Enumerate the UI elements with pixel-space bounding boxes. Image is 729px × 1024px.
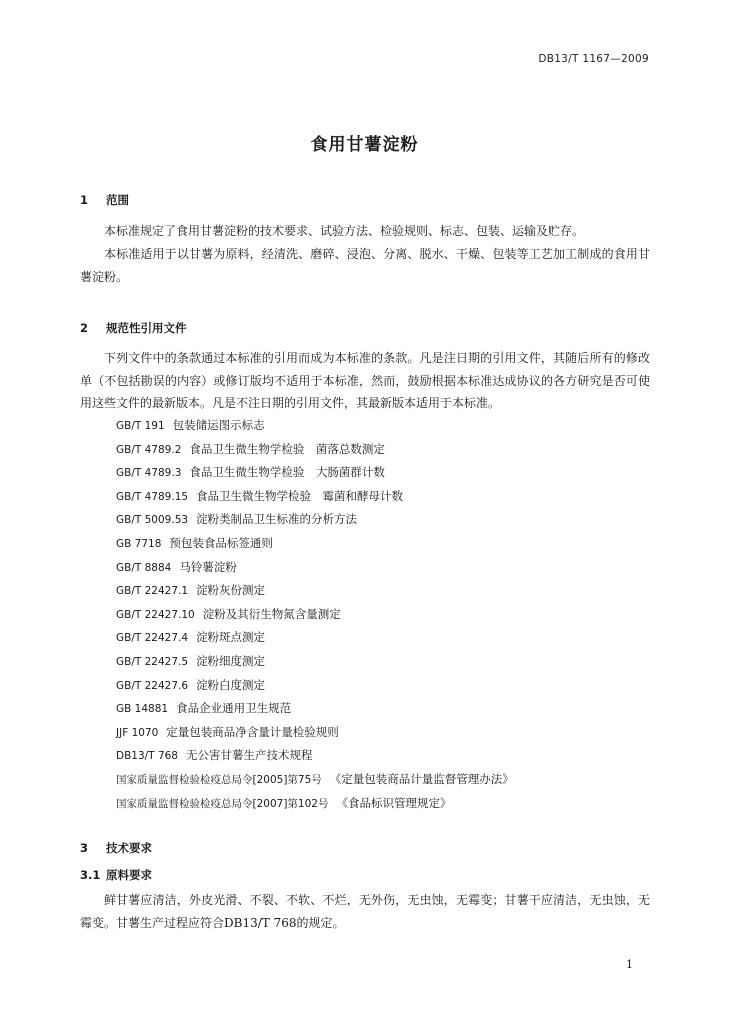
section-3-1-title: 原料要求 [106,868,152,882]
section-1-heading [80,192,129,208]
reference-item [116,485,514,509]
reference-code: GB/T 8884 [116,561,172,574]
reference-code: DB13/T 768 [116,750,178,763]
reference-code: GB/T 22427.1 [116,585,189,598]
section-1-paragraph-2: 本标准适用于以甘薯为原料，经清洗、磨碎、浸泡、分离、脱水、干燥、包装等工艺加工制成的食用甘薯淀粉。 [80,247,650,284]
section-3-1-number: 3.1 [80,868,101,882]
reference-title: 淀粉及其衍生物氮含量测定 [202,606,341,621]
reference-item [116,414,514,438]
reference-title: 淀粉斑点测定 [196,630,266,645]
section-3-title: 技术要求 [106,841,152,855]
reference-title: 食品卫生微生物学检验 霉菌和酵母计数 [196,488,404,503]
section-3-number: 3 [80,841,89,855]
reference-item [116,461,514,485]
reference-item [116,744,514,768]
reference-code: GB/T 22427.10 [116,608,195,621]
section-3-1-heading [80,867,152,883]
reference-item [116,626,514,650]
reference-code: GB/T 22427.5 [116,655,189,668]
standard-code: DB13/T 1167—2009 [538,53,649,65]
reference-item [116,556,514,580]
reference-title: 淀粉灰份测定 [196,583,266,598]
reference-item [116,579,514,603]
reference-title: 无公害甘薯生产技术规程 [185,748,313,763]
reference-title: 食品卫生微生物学检验 菌落总数测定 [189,441,385,456]
reference-item [116,603,514,627]
reference-code: GB/T 191 [116,420,165,432]
reference-title: 淀粉白度测定 [196,677,266,692]
reference-code: GB 14881 [116,703,169,716]
reference-list [116,414,514,815]
section-2-intro: 下列文件中的条款通过本标准的引用而成为本标准的条款。凡是注日期的引用文件，其随后所有的修改单（不包括勘误的内容）或修订版均不适用于本标准，然而，鼓励根据本标准达成协议的各方研究是否可使用这些文件的最新版本。凡是不注日期的引用文件，其最新版本适用于本标准。 [80,351,650,410]
reference-title: 淀粉细度测定 [196,653,266,668]
reference-title: 马铃薯淀粉 [179,559,237,574]
reference-code: GB/T 4789.15 [116,490,189,503]
reference-item [116,674,514,698]
reference-item [116,697,514,721]
reference-title: 定量包装商品净含量计量检验规则 [166,724,339,739]
section-1-title: 范围 [106,193,129,207]
reference-code: 国家质量监督检验检疫总局令[2007]第102号 [116,797,329,810]
reference-title: 食品卫生微生物学检验 大肠菌群计数 [189,465,385,480]
reference-code: 国家质量监督检验检疫总局令[2005]第75号 [116,773,322,786]
reference-code: GB/T 22427.6 [116,679,189,692]
reference-item [116,438,514,462]
reference-item [116,768,514,792]
reference-item [116,792,514,816]
section-3-heading [80,840,152,856]
reference-item [116,532,514,556]
reference-code: GB/T 4789.3 [116,467,182,480]
section-3-1-paragraph: 鲜甘薯应清洁，外皮光滑、不裂、不软、不烂，无外伤，无虫蚀，无霉变；甘薯干应清洁，无虫蚀，无霉变。甘薯生产过程应符合DB13/T 768的规定。 [80,893,650,930]
reference-title: 淀粉类制品卫生标准的分析方法 [196,512,358,527]
reference-item [116,508,514,532]
page-title: 食用甘薯淀粉 [310,135,419,155]
reference-title: 《食品标识管理规定》 [336,795,452,810]
section-2-title: 规范性引用文件 [106,321,187,335]
reference-code: JJF 1070 [116,726,159,739]
reference-code: GB/T 5009.53 [116,514,189,527]
reference-title: 《定量包装商品计量监督管理办法》 [329,771,514,786]
reference-code: GB 7718 [116,537,162,550]
section-1-paragraph-1: 本标准规定了食用甘薯淀粉的技术要求、试验方法、检验规则、标志、包装、运输及贮存。 [104,224,585,238]
page-number: 1 [626,958,633,971]
section-1-number: 1 [80,193,89,207]
section-2-number: 2 [80,321,89,335]
reference-item [116,721,514,745]
reference-title: 预包装食品标签通则 [169,535,273,550]
reference-title: 食品企业通用卫生规范 [176,701,292,716]
section-2-heading [80,320,187,336]
reference-code: GB/T 22427.4 [116,632,189,645]
reference-title: 包装储运图示标志 [172,418,265,432]
reference-item [116,650,514,674]
reference-code: GB/T 4789.2 [116,443,182,456]
